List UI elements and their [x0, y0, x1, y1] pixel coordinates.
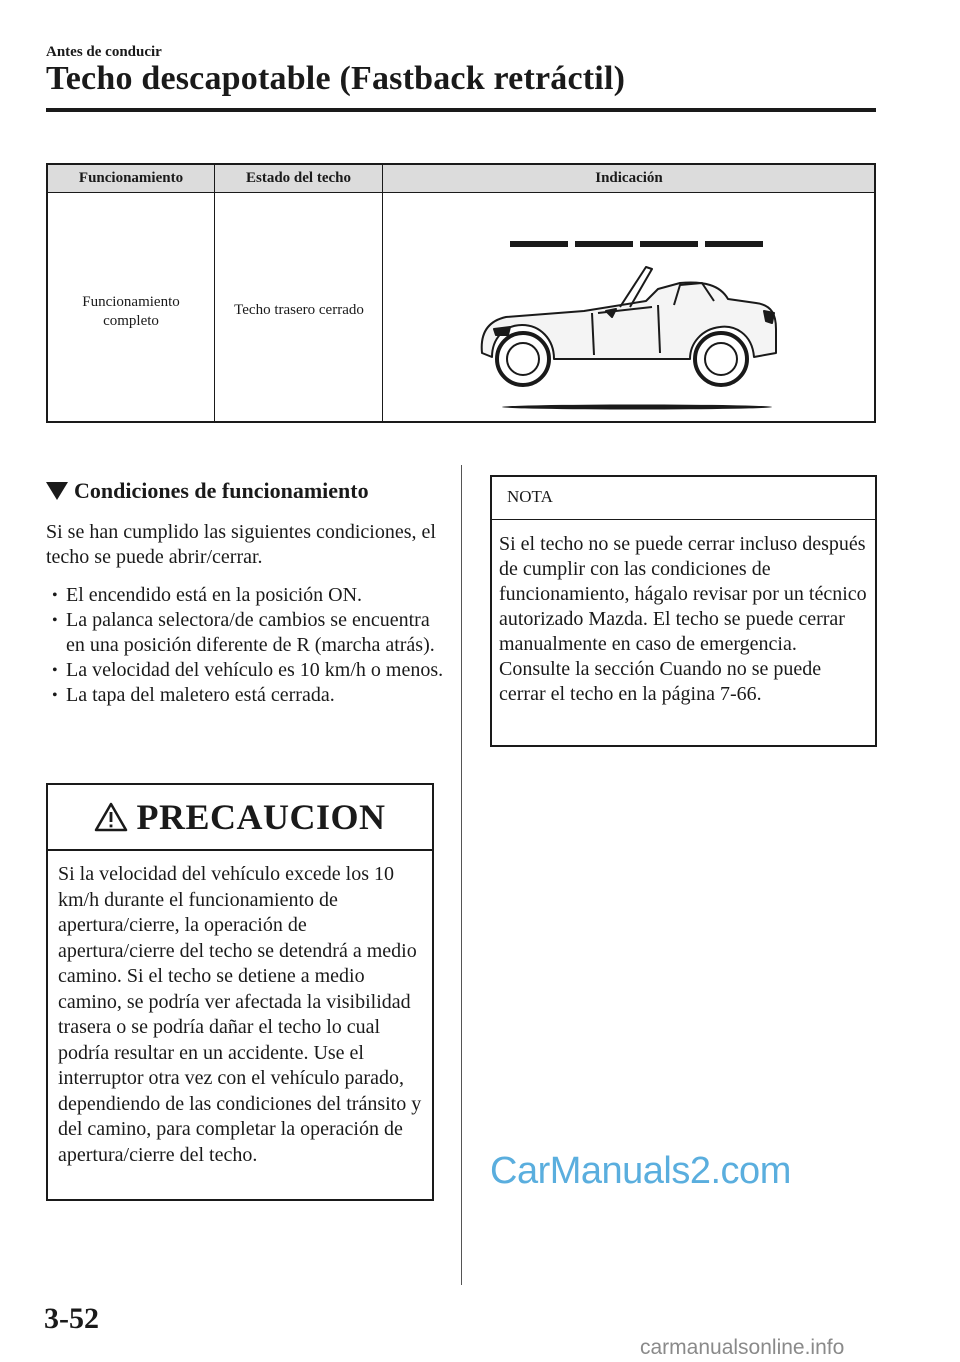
conditions-heading [46, 478, 369, 504]
note-header [492, 477, 875, 520]
table-cell-operation: Funcionamiento completo [82, 294, 180, 329]
title-rule [46, 108, 876, 112]
list-item: • La palanca selectora/de cambios se encuentra en una posición diferente de R (marcha atrás). [52, 608, 444, 658]
list-item: • El encendido está en la posición ON. [52, 583, 444, 608]
warning-triangle-icon [94, 802, 128, 832]
watermark-logo: CarManuals2.com [490, 1150, 791, 1192]
table-column-divider [214, 165, 215, 421]
ground-shadow [502, 405, 772, 410]
footer-url: carmanualsonline.info [640, 1336, 845, 1359]
conditions-heading-text: Condiciones de funcionamiento [74, 478, 369, 503]
table-cell-roof-state: Techo trasero cerrado [234, 302, 364, 318]
table-column-divider [382, 165, 383, 421]
conditions-list [52, 583, 444, 708]
note-text: Si el techo no se puede cerrar incluso después de cumplir con las condiciones de funcionamiento, hágalo revisar por un técnico autorizado Mazda. El techo se puede cerrar manualmente en caso de emergencia. Consulte la sección Cuando no se puede cerrar el techo en la página 7-66. [499, 533, 867, 705]
page-number: 3-52 [44, 1302, 99, 1335]
note-box [490, 475, 877, 747]
caution-box [46, 783, 434, 1201]
list-item: • La tapa del maletero está cerrada. [52, 683, 444, 708]
table-header-row [48, 165, 874, 193]
conditions-intro: Si se han cumplido las siguientes condiciones, el techo se puede abrir/cerrar. [46, 521, 436, 568]
car-roof-closed-illustration [384, 193, 874, 421]
table-header-operation: Funcionamiento [78, 170, 184, 186]
list-item: • La velocidad del vehículo es 10 km/h o menos. [52, 658, 444, 683]
section-label: Antes de conducir [46, 44, 162, 60]
caution-header [48, 785, 432, 851]
table-header-indication: Indicación [595, 170, 663, 186]
triangle-bullet-icon [46, 482, 68, 500]
indicator-bars [510, 241, 763, 247]
page-title: Techo descapotable (Fastback retráctil) [46, 60, 626, 97]
table-header-roof-state: Estado del techo [246, 170, 351, 186]
roof-status-table [46, 163, 876, 423]
column-separator [461, 465, 462, 1285]
caution-title: PRECAUCION [136, 797, 386, 837]
note-title: NOTA [507, 487, 553, 506]
caution-text: Si la velocidad del vehículo excede los 10 km/h durante el funcionamiento de apertura/cierre, la operación de apertura/cierre del techo se detendrá a medio camino. Si el techo se detiene a medio camino, se podría ver afectada la visibilidad trasera o se podría dañar el techo lo cual podría resultar en un accidente. Use el interruptor otra vez con el vehículo parado, dependiendo de las condiciones del tránsito y del camino, para completar la operación de apertura/cierre del techo. [58, 863, 422, 1166]
